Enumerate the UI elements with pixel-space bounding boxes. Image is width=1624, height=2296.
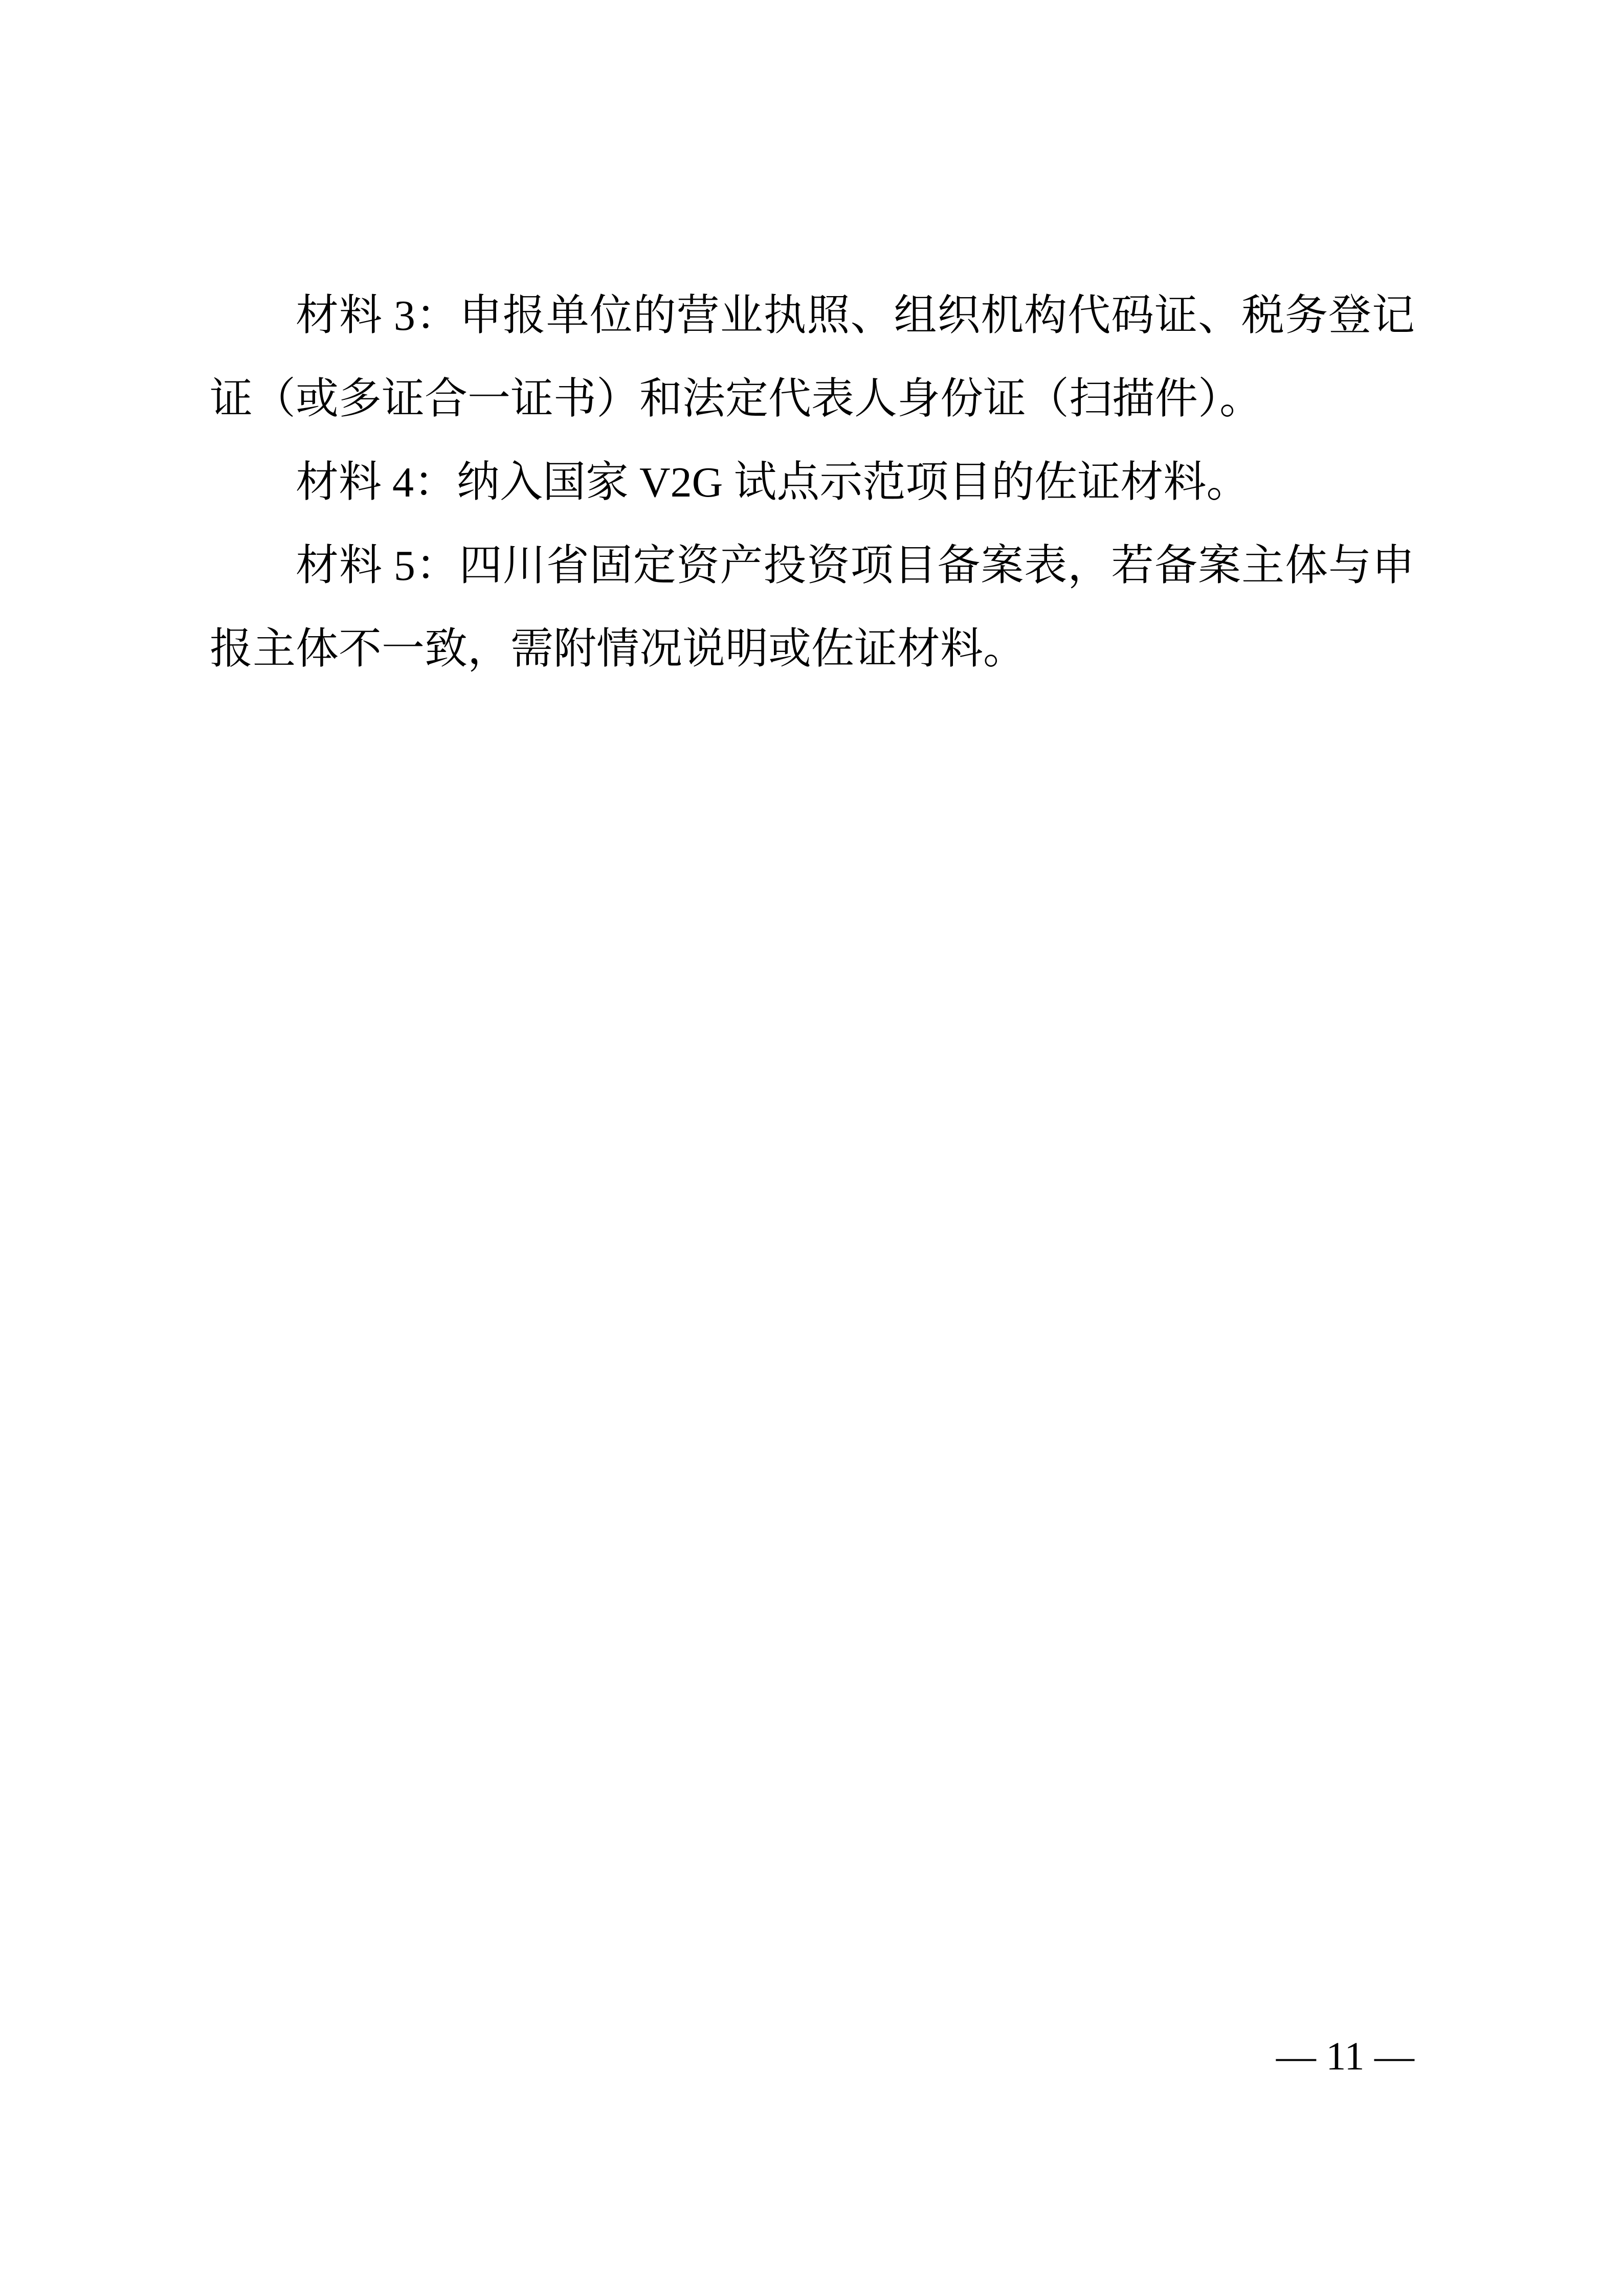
- paragraph-line: 证（或多证合一证书）和法定代表人身份证（扫描件）。: [210, 375, 1263, 423]
- paragraph-line: 材料 4：纳入国家 V2G 试点示范项目的佐证材料。: [296, 459, 1250, 506]
- paragraph-material-3: [210, 274, 1415, 441]
- paragraph-material-4: [210, 441, 1415, 524]
- paragraph-line: 材料 5：四川省固定资产投资项目备案表，若备案主体与申: [296, 542, 1415, 590]
- paragraph-material-5: [210, 524, 1415, 691]
- document-body: [210, 274, 1415, 691]
- page-footer: [1276, 2034, 1414, 2078]
- paragraph-line: 材料 3：申报单位的营业执照、组织机构代码证、税务登记: [296, 292, 1415, 340]
- paragraph-line: 报主体不一致，需附情况说明或佐证材料。: [210, 625, 1027, 673]
- page-number: — 11 —: [1276, 2034, 1414, 2078]
